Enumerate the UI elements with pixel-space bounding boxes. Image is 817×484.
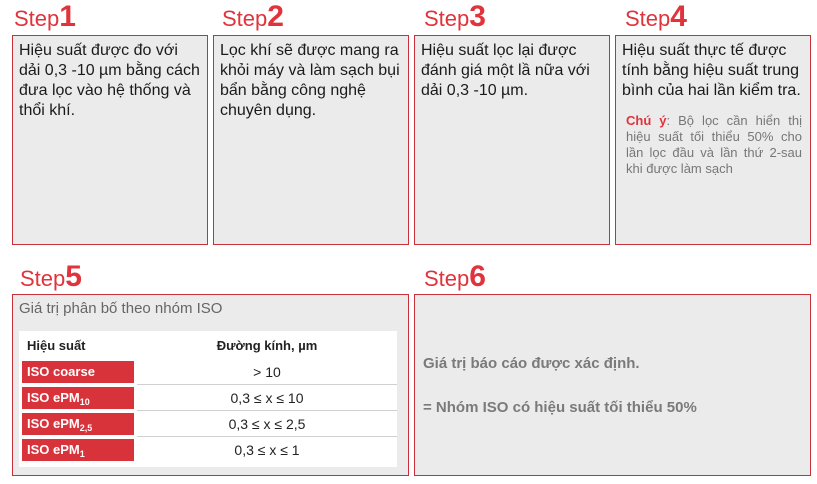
diameter-range: 0,3 ≤ x ≤ 2,5 bbox=[228, 416, 306, 432]
step-5-box bbox=[12, 294, 409, 476]
iso-group-label: ISO ePM$_{2,5}$ bbox=[22, 413, 134, 435]
header-efficiency: Hiệu suất bbox=[27, 338, 86, 353]
iso-group-label: ISO ePM$_1$ bbox=[22, 439, 134, 461]
table-row bbox=[19, 413, 397, 435]
diameter-range: 0,3 ≤ x ≤ 10 bbox=[230, 390, 304, 406]
step-6-heading: Step6 bbox=[424, 260, 486, 293]
iso-table bbox=[19, 331, 397, 467]
step-6-box bbox=[414, 294, 811, 476]
step-3-box bbox=[414, 35, 610, 245]
step-6-result-line: Giá trị báo cáo được xác định. bbox=[423, 355, 640, 372]
note-text: : Bộ lọc cần hiển thị hiệu suất tối thiểu 50% cho lần lọc đầu và lần thứ 2-sau khi được làm sạch bbox=[626, 113, 802, 176]
step-3-heading: Step3 bbox=[424, 0, 486, 33]
iso-group-label: ISO ePM$_{10}$ bbox=[22, 387, 134, 409]
step-2-text: Lọc khí sẽ được mang ra khỏi máy và làm sạch bụi bẩn bằng công nghệ chuyên dụng. bbox=[220, 42, 400, 119]
table-row bbox=[19, 387, 397, 409]
step-2-heading: Step2 bbox=[222, 0, 284, 33]
iso-table-title: Giá trị phân bố theo nhóm ISO bbox=[19, 300, 223, 317]
row-divider bbox=[137, 436, 397, 437]
row-divider bbox=[137, 410, 397, 411]
step-1-text: Hiệu suất được đo với dải 0,3 -10 µm bằng cách đưa lọc vào hệ thống và thổi khí. bbox=[19, 42, 200, 119]
step-4-text: Hiệu suất thực tế được tính bằng hiệu suất trung bình của hai lần kiểm tra. bbox=[622, 42, 801, 99]
step-1-heading: Step1 bbox=[14, 0, 76, 33]
note-label: Chú ý bbox=[626, 113, 667, 128]
table-row bbox=[19, 439, 397, 461]
diameter-range: > 10 bbox=[253, 364, 281, 380]
step-1-box bbox=[12, 35, 208, 245]
iso-group-label: ISO coarse bbox=[22, 361, 134, 383]
step-4-heading: Step4 bbox=[625, 0, 687, 33]
table-header-row bbox=[19, 335, 397, 357]
step-2-box bbox=[213, 35, 409, 245]
step-5-heading: Step5 bbox=[20, 260, 82, 293]
step-3-text: Hiệu suất lọc lại được đánh giá một lầ nữa với dải 0,3 -10 µm. bbox=[421, 42, 590, 99]
diameter-range: 0,3 ≤ x ≤ 1 bbox=[234, 442, 300, 458]
step-6-iso-line: = Nhóm ISO có hiệu suất tối thiểu 50% bbox=[423, 399, 697, 416]
row-divider bbox=[137, 384, 397, 385]
step-4-box bbox=[615, 35, 811, 245]
table-row bbox=[19, 361, 397, 383]
header-diameter: Đường kính, µm bbox=[216, 338, 318, 353]
step-4-note bbox=[616, 113, 810, 177]
